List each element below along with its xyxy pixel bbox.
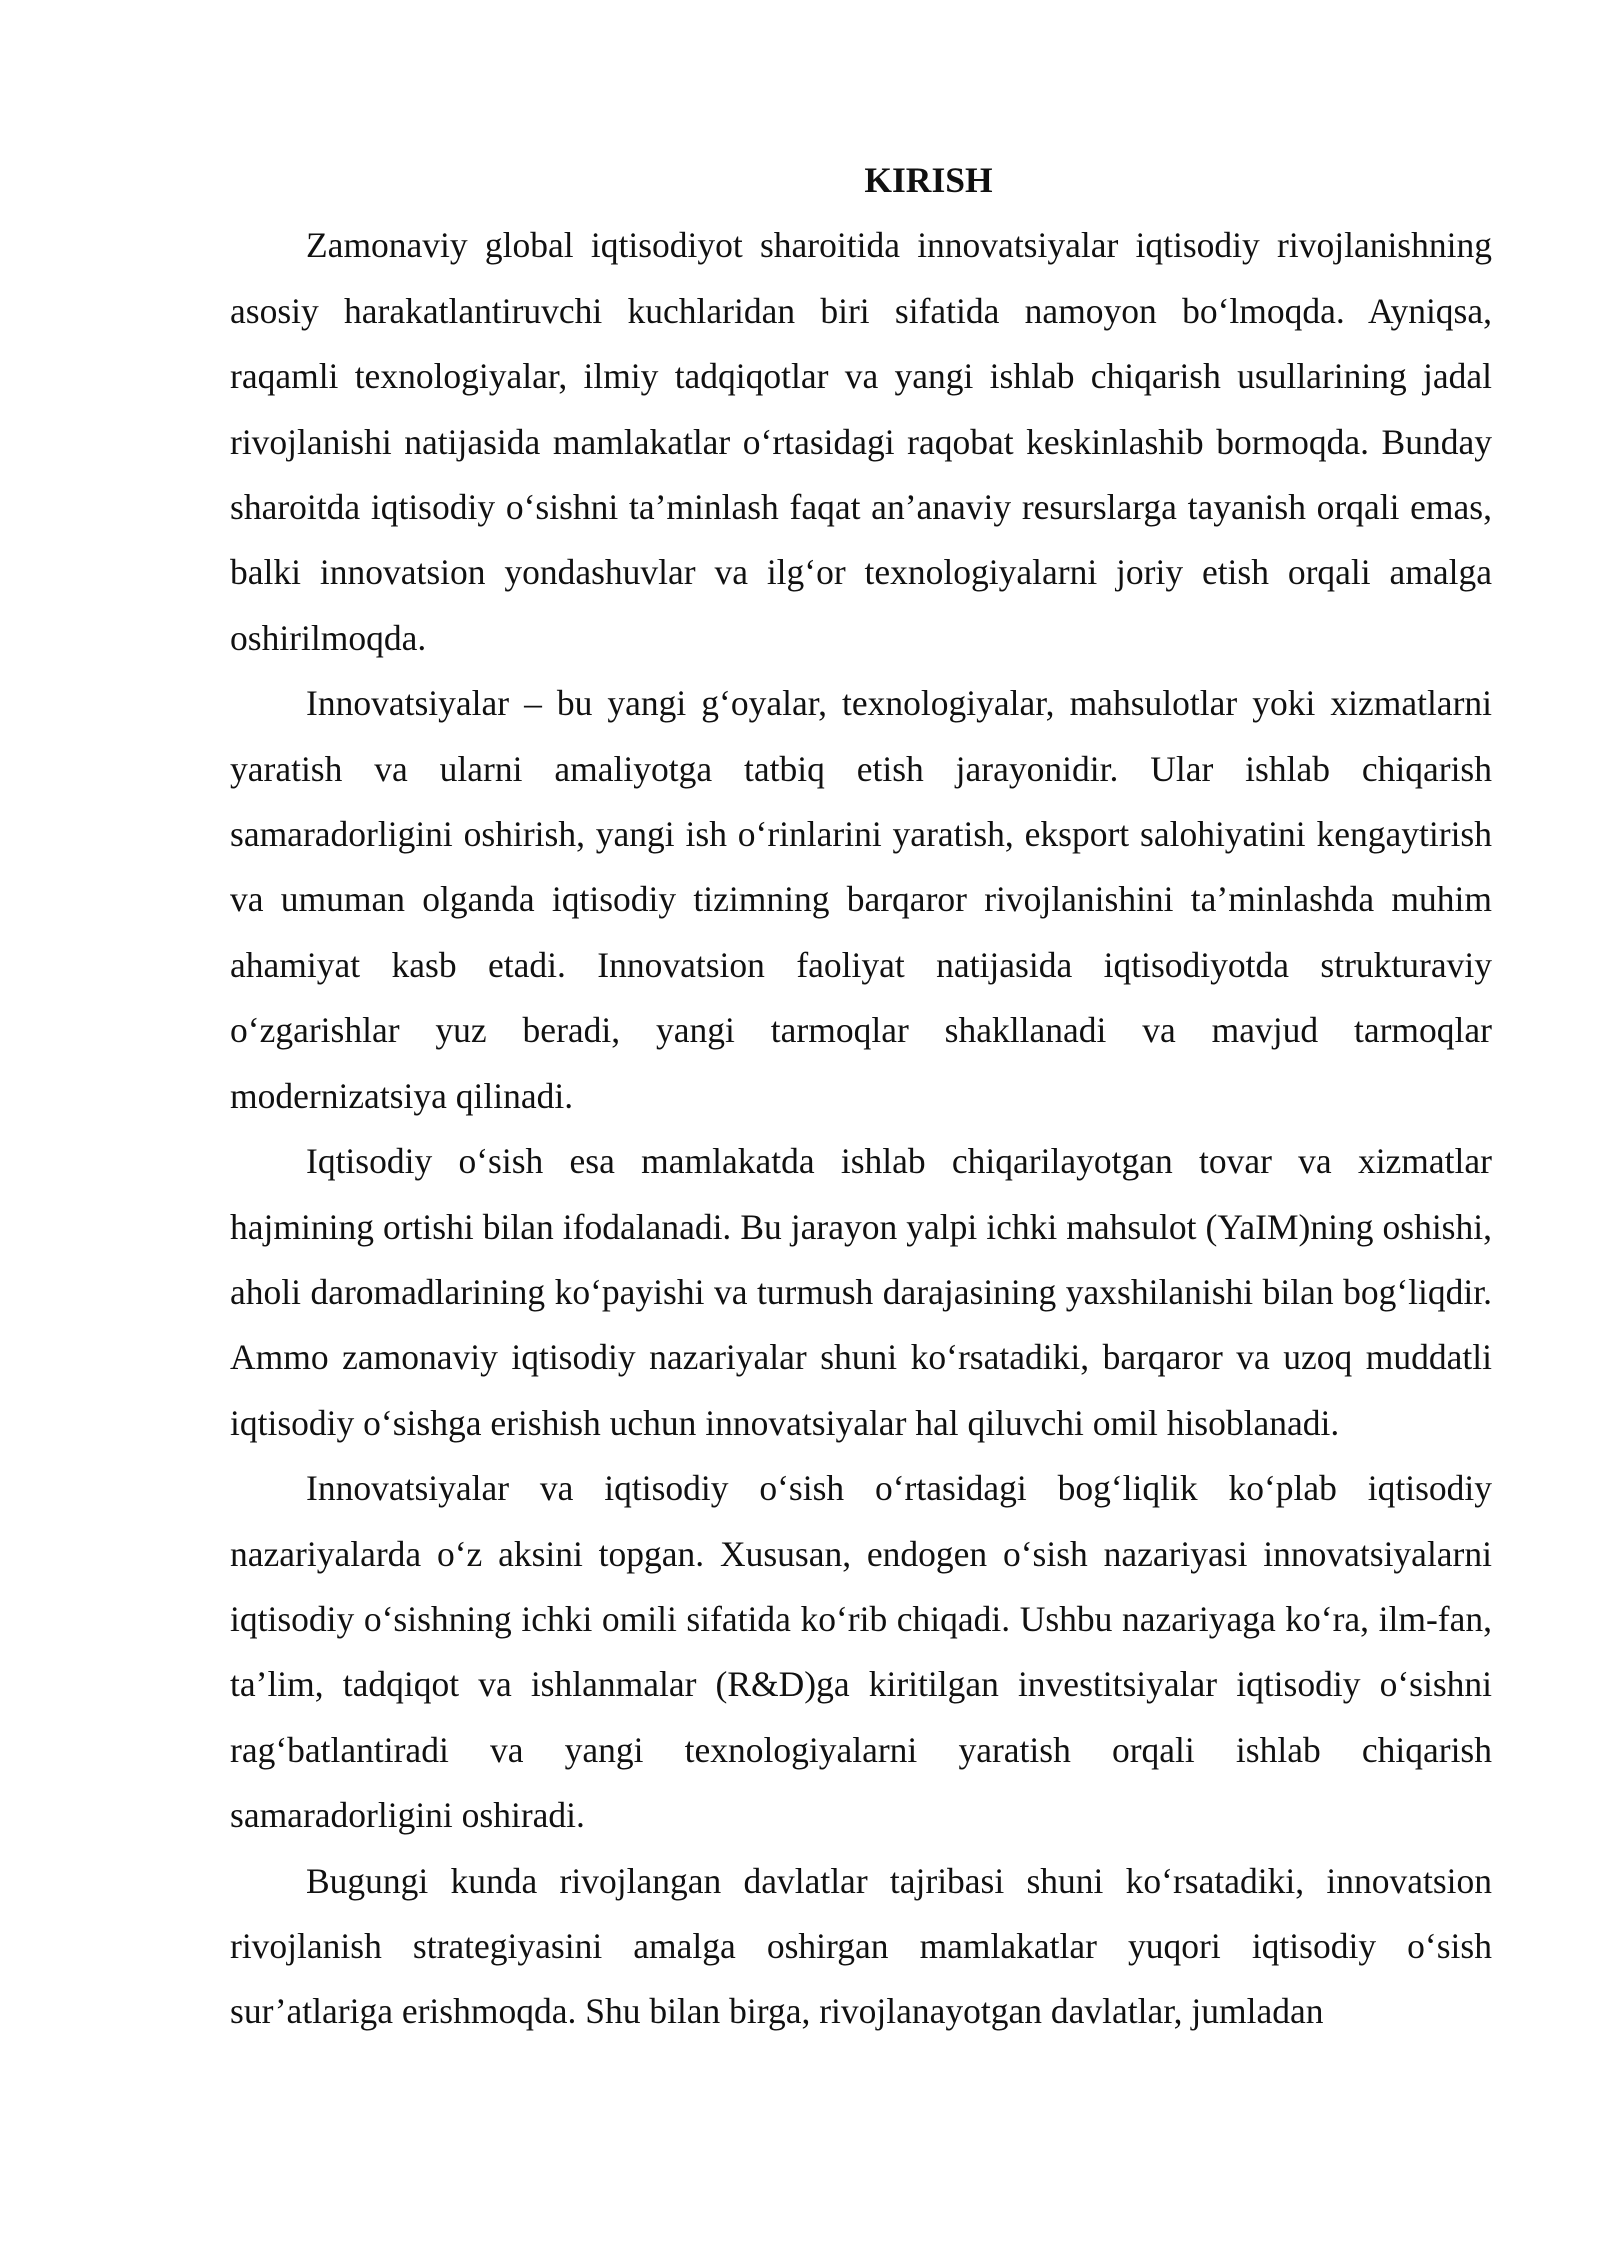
document-body <box>230 148 1492 2045</box>
paragraph-3: Iqtisodiy o‘sish esa mamlakatda ishlab chiqarilayotgan tovar va xizmatlar hajmining ortishi bilan ifodalanadi. Bu jarayon yalpi ichki mahsulot (YaIM)ning oshishi, aholi daromadlarining ko‘payishi va turmush darajasining yaxshilanishi bilan bog‘liqdir. Ammo zamonaviy iqtisodiy nazariyalar shuni ko‘rsatadiki, barqaror va uzoq muddatli iqtisodiy o‘sishga erishish uchun innovatsiyalar hal qiluvchi omil hisoblanadi. <box>230 1141 1492 1443</box>
paragraph-4: Innovatsiyalar va iqtisodiy o‘sish o‘rtasidagi bog‘liqlik ko‘plab iqtisodiy nazariyalarda o‘z aksini topgan. Xususan, endogen o‘sish nazariyasi innovatsiyalarni iqtisodiy o‘sishning ichki omili sifatida ko‘rib chiqadi. Ushbu nazariyaga ko‘ra, ilm-fan, ta’lim, tadqiqot va ishlanmalar (R&D)ga kiritilgan investitsiyalar iqtisodiy o‘sishni rag‘batlantiradi va yangi texnologiyalarni yaratish orqali ishlab chiqarish samaradorligini oshiradi. <box>230 1468 1492 1836</box>
paragraph-1: Zamonaviy global iqtisodiyot sharoitida innovatsiyalar iqtisodiy rivojlanishning asosiy harakatlantiruvchi kuchlaridan biri sifatida namoyon bo‘lmoqda. Ayniqsa, raqamli texnologiyalar, ilmiy tadqiqotlar va yangi ishlab chiqarish usullarining jadal rivojlanishi natijasida mamlakatlar o‘rtasidagi raqobat keskinlashib bormoqda. Bunday sharoitda iqtisodiy o‘sishni ta’minlash faqat an’anaviy resurslarga tayanish orqali emas, balki innovatsion yondashuvlar va ilg‘or texnologiyalarni joriy etish orqali amalga oshirilmoqda. <box>230 225 1492 658</box>
paragraph-2: Innovatsiyalar – bu yangi g‘oyalar, texnologiyalar, mahsulotlar yoki xizmatlarni yaratish va ularni amaliyotga tatbiq etish jarayonidir. Ular ishlab chiqarish samaradorligini oshirish, yangi ish o‘rinlarini yaratish, eksport salohiyatini kengaytirish va umuman olganda iqtisodiy tizimning barqaror rivojlanishini ta’minlashda muhim ahamiyat kasb etadi. Innovatsion faoliyat natijasida iqtisodiyotda strukturaviy o‘zgarishlar yuz beradi, yangi tarmoqlar shakllanadi va mavjud tarmoqlar modernizatsiya qilinadi. <box>230 683 1492 1116</box>
paragraph-5: Bugungi kunda rivojlangan davlatlar tajribasi shuni ko‘rsatadiki, innovatsion rivojlanish strategiyasini amalga oshirgan mamlakatlar yuqori iqtisodiy o‘sish sur’atlariga erishmoqda. Shu bilan birga, rivojlanayotgan davlatlar, jumladan <box>230 1860 1492 2032</box>
section-title: KIRISH <box>864 160 993 200</box>
